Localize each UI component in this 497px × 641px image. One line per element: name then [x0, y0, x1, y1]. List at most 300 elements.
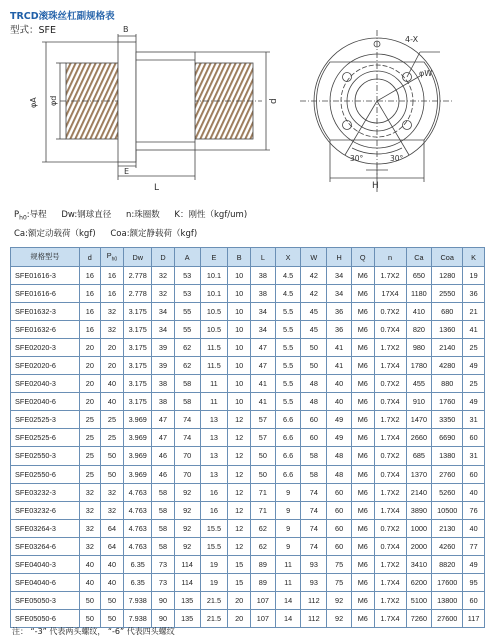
table-cell: 40: [100, 573, 124, 591]
table-cell: 25: [463, 339, 485, 357]
col-e: E: [200, 248, 228, 267]
table-cell: 2130: [432, 519, 463, 537]
table-cell: 32: [152, 267, 175, 285]
col-d: d: [80, 248, 101, 267]
table-cell: 19: [463, 267, 485, 285]
table-cell: 112: [301, 591, 327, 609]
table-cell: 92: [174, 483, 200, 501]
table-cell: 49: [463, 393, 485, 411]
table-cell: 42: [301, 267, 327, 285]
table-cell: 4.763: [124, 537, 152, 555]
legend-k: K：刚性（kgf/um): [174, 210, 248, 220]
table-cell: 36: [327, 303, 352, 321]
table-cell: 16: [100, 267, 124, 285]
label-4x: 4-X: [405, 35, 419, 44]
table-cell: 15: [228, 573, 251, 591]
table-cell: 74: [301, 501, 327, 519]
table-cell: 5.5: [275, 339, 301, 357]
table-cell: 57: [251, 411, 276, 429]
legend-line-2: [14, 227, 209, 239]
table-cell: 16: [200, 483, 228, 501]
table-cell: 5.5: [275, 393, 301, 411]
table-cell: 58: [152, 519, 175, 537]
table-cell-model: SFE01616-3: [11, 267, 80, 285]
table-row: [11, 321, 485, 339]
table-cell: 92: [327, 609, 352, 627]
table-cell-model: SFE03264-3: [11, 519, 80, 537]
table-cell: 21.5: [200, 609, 228, 627]
label-phi-w: φW: [419, 69, 433, 78]
table-cell: M6: [351, 393, 374, 411]
table-cell: 7.938: [124, 591, 152, 609]
table-cell: 74: [301, 519, 327, 537]
table-row: [11, 375, 485, 393]
table-cell: M6: [351, 303, 374, 321]
table-cell: 40: [327, 375, 352, 393]
side-view-drawing: [42, 34, 270, 180]
table-cell: 820: [406, 321, 432, 339]
table-cell: 74: [301, 537, 327, 555]
legend-ca: Ca:额定动载荷（kgf): [14, 229, 96, 239]
col-w: W: [301, 248, 327, 267]
col-a: A: [174, 248, 200, 267]
table-cell: 410: [406, 303, 432, 321]
table-cell: 13: [200, 465, 228, 483]
table-cell: 3.175: [124, 339, 152, 357]
table-cell: 34: [152, 321, 175, 339]
table-cell: 3.175: [124, 357, 152, 375]
front-view-drawing: [300, 30, 454, 192]
table-cell: 38: [152, 375, 175, 393]
table-cell: 10: [228, 357, 251, 375]
table-cell: 2000: [406, 537, 432, 555]
table-cell: 77: [463, 537, 485, 555]
table-cell: 92: [327, 591, 352, 609]
table-cell: 12: [228, 519, 251, 537]
table-cell-model: SFE05050-3: [11, 591, 80, 609]
table-cell: M6: [351, 321, 374, 339]
table-cell: 34: [152, 303, 175, 321]
table-row: [11, 537, 485, 555]
col-l: L: [251, 248, 276, 267]
table-cell: 62: [251, 537, 276, 555]
table-cell: 2760: [432, 465, 463, 483]
col-coa: Coa: [432, 248, 463, 267]
table-cell: 58: [152, 483, 175, 501]
table-cell: 40: [80, 555, 101, 573]
table-cell: 34: [327, 267, 352, 285]
table-cell: 74: [301, 483, 327, 501]
table-cell: 11: [200, 393, 228, 411]
table-cell: 3890: [406, 501, 432, 519]
table-cell: 50: [80, 609, 101, 627]
table-cell: 25: [80, 447, 101, 465]
legend-line-1: [14, 208, 259, 222]
table-cell: M6: [351, 501, 374, 519]
table-cell-model: SFE02525-3: [11, 411, 80, 429]
table-cell: 58: [174, 393, 200, 411]
table-row: [11, 303, 485, 321]
technical-drawings: [0, 25, 497, 200]
table-cell: 40: [80, 573, 101, 591]
label-e: E: [124, 167, 130, 176]
table-cell: 17600: [432, 573, 463, 591]
col-b: B: [228, 248, 251, 267]
table-cell: 31: [463, 447, 485, 465]
col-h: H: [327, 248, 352, 267]
table-cell-model: SFE02040-6: [11, 393, 80, 411]
table-cell: M6: [351, 519, 374, 537]
table-header-row: [11, 248, 485, 267]
table-cell: 32: [80, 501, 101, 519]
table-cell: 6.6: [275, 429, 301, 447]
table-cell: 49: [327, 429, 352, 447]
table-cell: 16: [200, 501, 228, 519]
table-cell: 38: [152, 393, 175, 411]
table-cell: 32: [100, 321, 124, 339]
table-cell: 10500: [432, 501, 463, 519]
table-cell: 40: [463, 519, 485, 537]
table-cell: 13: [200, 429, 228, 447]
table-cell: 92: [174, 501, 200, 519]
table-cell-model: SFE05050-6: [11, 609, 80, 627]
label-phi-d: φd: [49, 95, 58, 106]
table-row: [11, 465, 485, 483]
table-cell: 36: [327, 321, 352, 339]
table-cell: 32: [100, 483, 124, 501]
table-cell: 25: [80, 429, 101, 447]
table-cell: 60: [327, 537, 352, 555]
table-row: [11, 267, 485, 285]
table-row: [11, 609, 485, 627]
table-cell: 10: [228, 321, 251, 339]
table-cell: 21: [463, 303, 485, 321]
table-row: [11, 519, 485, 537]
table-cell: 2.778: [124, 285, 152, 303]
table-cell: 34: [327, 285, 352, 303]
table-cell: 50: [100, 465, 124, 483]
legend-n: n:珠圈数: [125, 210, 160, 220]
table-cell: 5.5: [275, 321, 301, 339]
table-cell: 117: [463, 609, 485, 627]
table-cell: 6690: [432, 429, 463, 447]
table-cell: 95: [463, 573, 485, 591]
col-model: 规格型号: [11, 248, 80, 267]
table-cell: 3.175: [124, 303, 152, 321]
table-cell: 60: [463, 429, 485, 447]
table-cell: 1370: [406, 465, 432, 483]
table-cell: 0.7X4: [374, 537, 406, 555]
table-cell: M6: [351, 429, 374, 447]
table-cell-model: SFE04040-3: [11, 555, 80, 573]
table-cell: 0.7X2: [374, 519, 406, 537]
table-cell: 10: [228, 285, 251, 303]
table-cell: 107: [251, 591, 276, 609]
spec-table: [10, 247, 485, 628]
table-cell: 50: [100, 447, 124, 465]
table-cell: 685: [406, 447, 432, 465]
label-b: B: [123, 25, 129, 34]
table-cell-model: SFE03264-6: [11, 537, 80, 555]
table-cell-model: SFE03232-6: [11, 501, 80, 519]
table-cell: 6200: [406, 573, 432, 591]
table-cell: 4.763: [124, 483, 152, 501]
table-cell: 2660: [406, 429, 432, 447]
table-cell: 0.7X4: [374, 465, 406, 483]
table-row: [11, 429, 485, 447]
table-cell: 4.763: [124, 519, 152, 537]
table-cell: 1.7X2: [374, 555, 406, 573]
table-cell: 64: [100, 537, 124, 555]
table-cell: 5.5: [275, 303, 301, 321]
table-cell: 14: [275, 609, 301, 627]
table-cell: 20: [228, 609, 251, 627]
table-cell: 40: [100, 393, 124, 411]
table-cell: 10: [228, 393, 251, 411]
table-cell: 12: [228, 501, 251, 519]
table-cell: 11: [275, 573, 301, 591]
table-cell: 45: [301, 321, 327, 339]
table-cell: 15: [228, 555, 251, 573]
table-cell: 10: [228, 303, 251, 321]
table-cell: 32: [152, 285, 175, 303]
table-cell: 15.5: [200, 519, 228, 537]
table-cell: 2140: [406, 483, 432, 501]
table-cell: 41: [327, 357, 352, 375]
table-cell: 0.7X4: [374, 321, 406, 339]
table-cell: 1280: [432, 267, 463, 285]
table-cell: 76: [463, 501, 485, 519]
table-cell: 74: [174, 429, 200, 447]
table-row: [11, 501, 485, 519]
table-cell: 25: [463, 375, 485, 393]
table-cell: 39: [152, 339, 175, 357]
table-cell: 19: [200, 555, 228, 573]
table-cell: 46: [152, 447, 175, 465]
table-cell: 90: [152, 609, 175, 627]
table-cell: 4.5: [275, 285, 301, 303]
table-cell-model: SFE01632-3: [11, 303, 80, 321]
table-cell: 114: [174, 573, 200, 591]
col-dw: Dw: [124, 248, 152, 267]
table-cell: M6: [351, 447, 374, 465]
col-k: K: [463, 248, 485, 267]
table-cell: M6: [351, 465, 374, 483]
table-cell: 41: [463, 321, 485, 339]
table-cell: 73: [152, 573, 175, 591]
table-cell: 16: [100, 285, 124, 303]
table-cell: 2140: [432, 339, 463, 357]
table-cell: 20: [100, 339, 124, 357]
table-cell: 12: [228, 447, 251, 465]
table-cell: 25: [100, 429, 124, 447]
table-cell: 3.175: [124, 321, 152, 339]
table-cell: 4260: [432, 537, 463, 555]
table-cell: 40: [100, 375, 124, 393]
table-cell: 4280: [432, 357, 463, 375]
table-cell: 8820: [432, 555, 463, 573]
table-cell-model: SFE03232-3: [11, 483, 80, 501]
table-cell: 47: [152, 411, 175, 429]
table-cell: M6: [351, 285, 374, 303]
table-cell: 5100: [406, 591, 432, 609]
table-cell-model: SFE02550-3: [11, 447, 80, 465]
table-cell: 6.35: [124, 555, 152, 573]
table-cell: 9: [275, 537, 301, 555]
table-cell: 75: [327, 555, 352, 573]
table-cell: 980: [406, 339, 432, 357]
footnote: 注： “-3” 代表两头螺纹， “-6” 代表四头螺纹: [12, 627, 175, 636]
table-cell: 1.7X4: [374, 357, 406, 375]
col-q: Q: [351, 248, 374, 267]
table-cell: M6: [351, 339, 374, 357]
table-cell: 1.7X4: [374, 429, 406, 447]
table-cell: 53: [174, 285, 200, 303]
table-cell: 5.5: [275, 375, 301, 393]
table-cell: 11.5: [200, 357, 228, 375]
col-ca: Ca: [406, 248, 432, 267]
table-cell-model: SFE02020-6: [11, 357, 80, 375]
table-cell: 0.7X2: [374, 303, 406, 321]
table-cell: 7.938: [124, 609, 152, 627]
table-cell: 1.7X4: [374, 501, 406, 519]
table-cell: 10: [228, 339, 251, 357]
table-row: [11, 447, 485, 465]
table-cell: 5260: [432, 483, 463, 501]
table-row: [11, 555, 485, 573]
table-cell: 92: [174, 537, 200, 555]
table-cell: 10.5: [200, 303, 228, 321]
table-cell: 1360: [432, 321, 463, 339]
table-cell: 32: [100, 303, 124, 321]
table-cell: 135: [174, 591, 200, 609]
table-cell: 2550: [432, 285, 463, 303]
table-cell: M6: [351, 411, 374, 429]
table-cell: 15.5: [200, 537, 228, 555]
table-cell: 107: [251, 609, 276, 627]
table-cell: 3.175: [124, 393, 152, 411]
table-cell: M6: [351, 555, 374, 573]
table-cell: 1780: [406, 357, 432, 375]
table-cell: 42: [301, 285, 327, 303]
table-row: [11, 357, 485, 375]
table-cell: 71: [251, 483, 276, 501]
table-cell: 7260: [406, 609, 432, 627]
table-cell: 1.7X2: [374, 411, 406, 429]
table-cell: 10: [228, 375, 251, 393]
table-cell: 1180: [406, 285, 432, 303]
table-cell: 62: [174, 339, 200, 357]
table-cell: 48: [327, 465, 352, 483]
table-cell: 48: [301, 393, 327, 411]
table-cell: 73: [152, 555, 175, 573]
table-cell: 70: [174, 465, 200, 483]
table-cell: 53: [174, 267, 200, 285]
label-h: H: [372, 181, 379, 191]
table-cell: 45: [301, 303, 327, 321]
table-cell: 38: [251, 267, 276, 285]
table-cell: 57: [251, 429, 276, 447]
table-cell: 89: [251, 555, 276, 573]
table-cell: 60: [327, 501, 352, 519]
table-cell: 13: [200, 447, 228, 465]
table-cell-model: SFE04040-6: [11, 573, 80, 591]
table-cell: 48: [327, 447, 352, 465]
legend-ph: $P_{h0}$:导程: [14, 210, 47, 222]
table-cell: 20: [80, 339, 101, 357]
table-cell: 4.763: [124, 501, 152, 519]
table-cell: 58: [152, 501, 175, 519]
table-cell: 60: [301, 411, 327, 429]
table-cell: 70: [174, 447, 200, 465]
table-cell: 50: [100, 609, 124, 627]
table-cell: 10: [228, 267, 251, 285]
col-D: D: [152, 248, 175, 267]
table-cell: 92: [174, 519, 200, 537]
table-cell: 25: [100, 411, 124, 429]
table-cell: 90: [152, 591, 175, 609]
table-cell: 25: [80, 465, 101, 483]
table-cell: 12: [228, 465, 251, 483]
table-cell: 1.7X4: [374, 573, 406, 591]
table-cell-model: SFE01616-6: [11, 285, 80, 303]
table-cell: 62: [174, 357, 200, 375]
label-angle-30-left: 30°: [350, 154, 364, 163]
page-title: TRCD滚珠丝杠副规格表: [10, 11, 115, 22]
table-cell: 58: [301, 447, 327, 465]
table-cell: 20: [80, 393, 101, 411]
table-row: [11, 411, 485, 429]
table-cell: 16: [80, 303, 101, 321]
table-cell: 20: [228, 591, 251, 609]
table-cell: 50: [80, 591, 101, 609]
legend-coa: Coa:额定静载荷（kgf): [110, 229, 198, 239]
table-cell: 880: [432, 375, 463, 393]
table-cell: 20: [80, 375, 101, 393]
table-cell-model: SFE02040-3: [11, 375, 80, 393]
table-cell: 680: [432, 303, 463, 321]
table-cell: 62: [251, 519, 276, 537]
table-cell: 58: [301, 465, 327, 483]
table-cell: 20: [100, 357, 124, 375]
table-cell: 114: [174, 555, 200, 573]
table-row: [11, 339, 485, 357]
table-cell: 60: [463, 591, 485, 609]
label-l: L: [154, 183, 160, 193]
table-cell: 17X4: [374, 285, 406, 303]
label-phi-a: φA: [29, 97, 38, 108]
table-cell: 38: [251, 285, 276, 303]
table-cell-model: SFE02525-6: [11, 429, 80, 447]
table-cell: 6.6: [275, 447, 301, 465]
table-cell: 16: [80, 285, 101, 303]
table-row: [11, 285, 485, 303]
label-d: d: [269, 98, 279, 104]
table-cell: 49: [327, 411, 352, 429]
table-cell: M6: [351, 375, 374, 393]
table-body: [11, 267, 485, 628]
table-row: [11, 573, 485, 591]
table-cell: 36: [463, 285, 485, 303]
table-cell: 0.7X4: [374, 393, 406, 411]
table-cell: 40: [463, 483, 485, 501]
table-cell: 1.7X2: [374, 591, 406, 609]
table-cell: 6.35: [124, 573, 152, 591]
col-x: X: [275, 248, 301, 267]
table-cell: 3.969: [124, 465, 152, 483]
table-cell: 32: [80, 537, 101, 555]
table-cell: 75: [327, 573, 352, 591]
